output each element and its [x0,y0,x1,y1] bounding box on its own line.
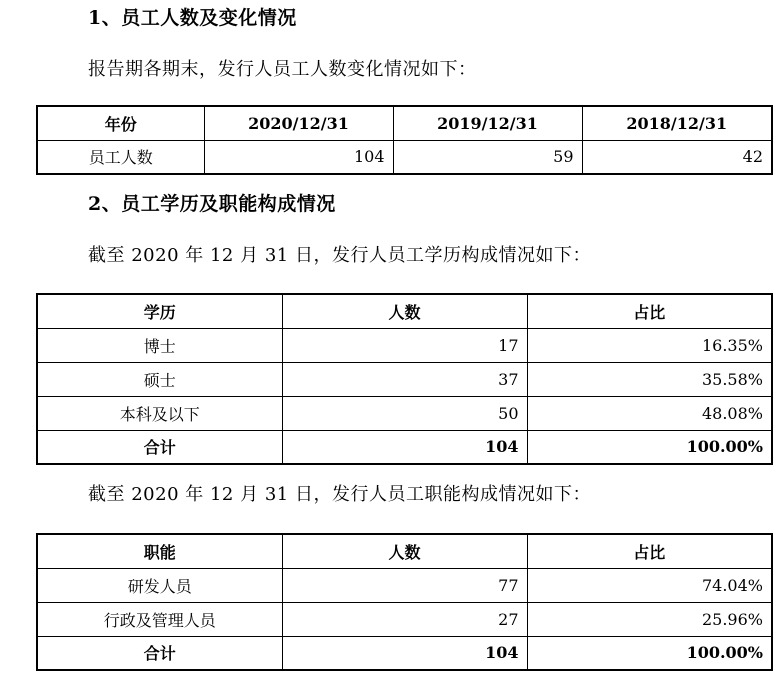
table-cell: 35.58% [527,362,772,396]
total-cell: 104 [282,636,527,670]
header-cell: 年份 [37,106,204,140]
table-cell: 37 [282,362,527,396]
row-label: 员工人数 [37,140,204,174]
table-cell: 74.04% [527,568,772,602]
header-cell: 占比 [527,294,772,328]
table-cell: 16.35% [527,328,772,362]
total-cell: 100.00% [527,430,772,464]
row-label: 硕士 [37,362,282,396]
table-header-row [37,106,772,140]
table-row [37,602,772,636]
table-row [37,568,772,602]
education-table [36,293,773,465]
table-cell: 17 [282,328,527,362]
total-cell: 100.00% [527,636,772,670]
header-cell: 2019/12/31 [393,106,582,140]
table-cell: 104 [204,140,393,174]
employee-count-table [36,105,773,175]
function-intro: 截至 2020 年 12 月 31 日，发行人员工职能构成情况如下： [88,484,591,505]
function-table [36,533,773,671]
section-2-heading: 2、员工学历及职能构成情况 [88,193,336,215]
table-header-row [37,294,772,328]
table-row [37,362,772,396]
row-label: 博士 [37,328,282,362]
total-label: 合计 [37,636,282,670]
table-row [37,328,772,362]
table-cell: 48.08% [527,396,772,430]
header-cell: 人数 [282,534,527,568]
table-cell: 42 [582,140,772,174]
header-cell: 学历 [37,294,282,328]
table-row [37,140,772,174]
header-cell: 人数 [282,294,527,328]
header-cell: 2018/12/31 [582,106,772,140]
section-1-intro: 报告期各期末，发行人员工人数变化情况如下： [88,59,477,80]
row-label: 研发人员 [37,568,282,602]
table-cell: 77 [282,568,527,602]
row-label: 行政及管理人员 [37,602,282,636]
table-cell: 50 [282,396,527,430]
row-label: 本科及以下 [37,396,282,430]
total-label: 合计 [37,430,282,464]
table-cell: 59 [393,140,582,174]
table-total-row [37,430,772,464]
table-cell: 27 [282,602,527,636]
total-cell: 104 [282,430,527,464]
table-cell: 25.96% [527,602,772,636]
header-cell: 占比 [527,534,772,568]
header-cell: 职能 [37,534,282,568]
table-header-row [37,534,772,568]
header-cell: 2020/12/31 [204,106,393,140]
table-row [37,396,772,430]
section-1-heading: 1、员工人数及变化情况 [88,7,297,29]
education-intro: 截至 2020 年 12 月 31 日，发行人员工学历构成情况如下： [88,245,591,266]
table-total-row [37,636,772,670]
